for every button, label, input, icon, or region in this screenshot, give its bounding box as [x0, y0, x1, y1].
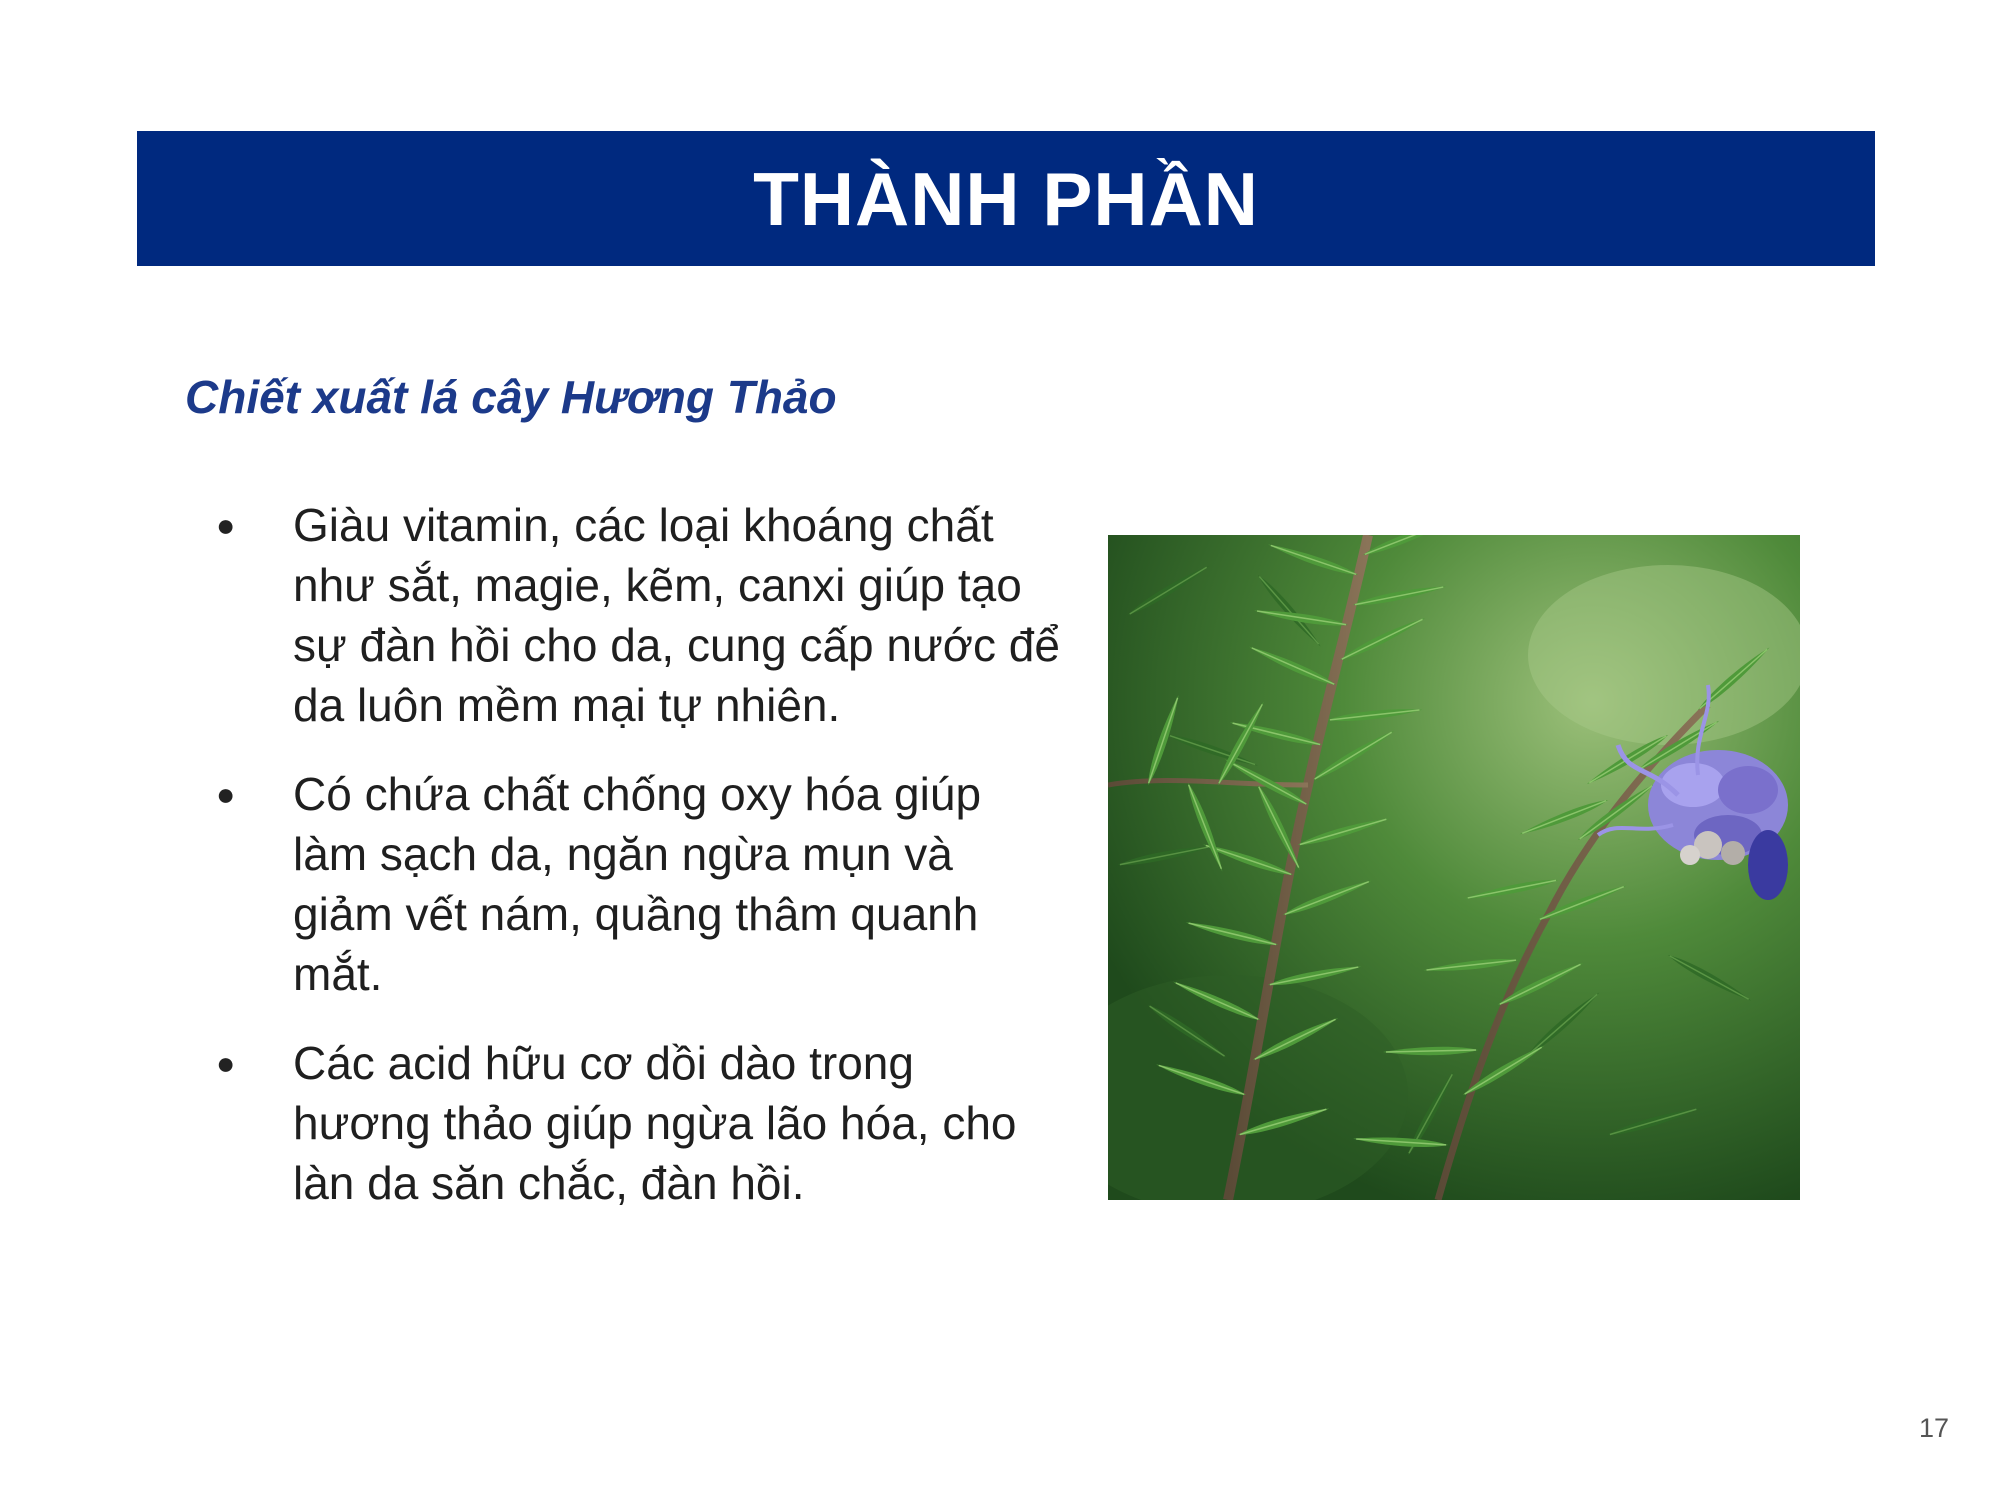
title-bar: [137, 131, 1875, 266]
bullet-dot-icon: ●: [216, 776, 236, 812]
slide-subtitle: Chiết xuất lá cây Hương Thảo: [185, 371, 837, 423]
bullet-dot-icon: ●: [216, 1045, 236, 1081]
bullet-item: [210, 1033, 1060, 1213]
rosemary-photo: [1108, 535, 1800, 1200]
page-number: 17: [1918, 1413, 1949, 1443]
bullet-item: [210, 764, 1060, 1004]
bullet-item: [210, 495, 1060, 735]
slide-title: THÀNH PHẦN: [753, 156, 1259, 241]
bullet-text: Các acid hữu cơ dồi dào trong hương thảo giúp ngừa lão hóa, cho làn da săn chắc, đàn hồi.: [293, 1037, 1017, 1209]
bullet-dot-icon: ●: [216, 507, 236, 543]
bullet-text: Có chứa chất chống oxy hóa giúp làm sạch da, ngăn ngừa mụn và giảm vết nám, quầng thâm quanh mắt.: [293, 768, 982, 1000]
bullet-text: Giàu vitamin, các loại khoáng chất như sắt, magie, kẽm, canxi giúp tạo sự đàn hồi cho da, cung cấp nước để da luôn mềm mại tự nhiên.: [293, 499, 1060, 731]
bullet-list: [210, 495, 1060, 1242]
